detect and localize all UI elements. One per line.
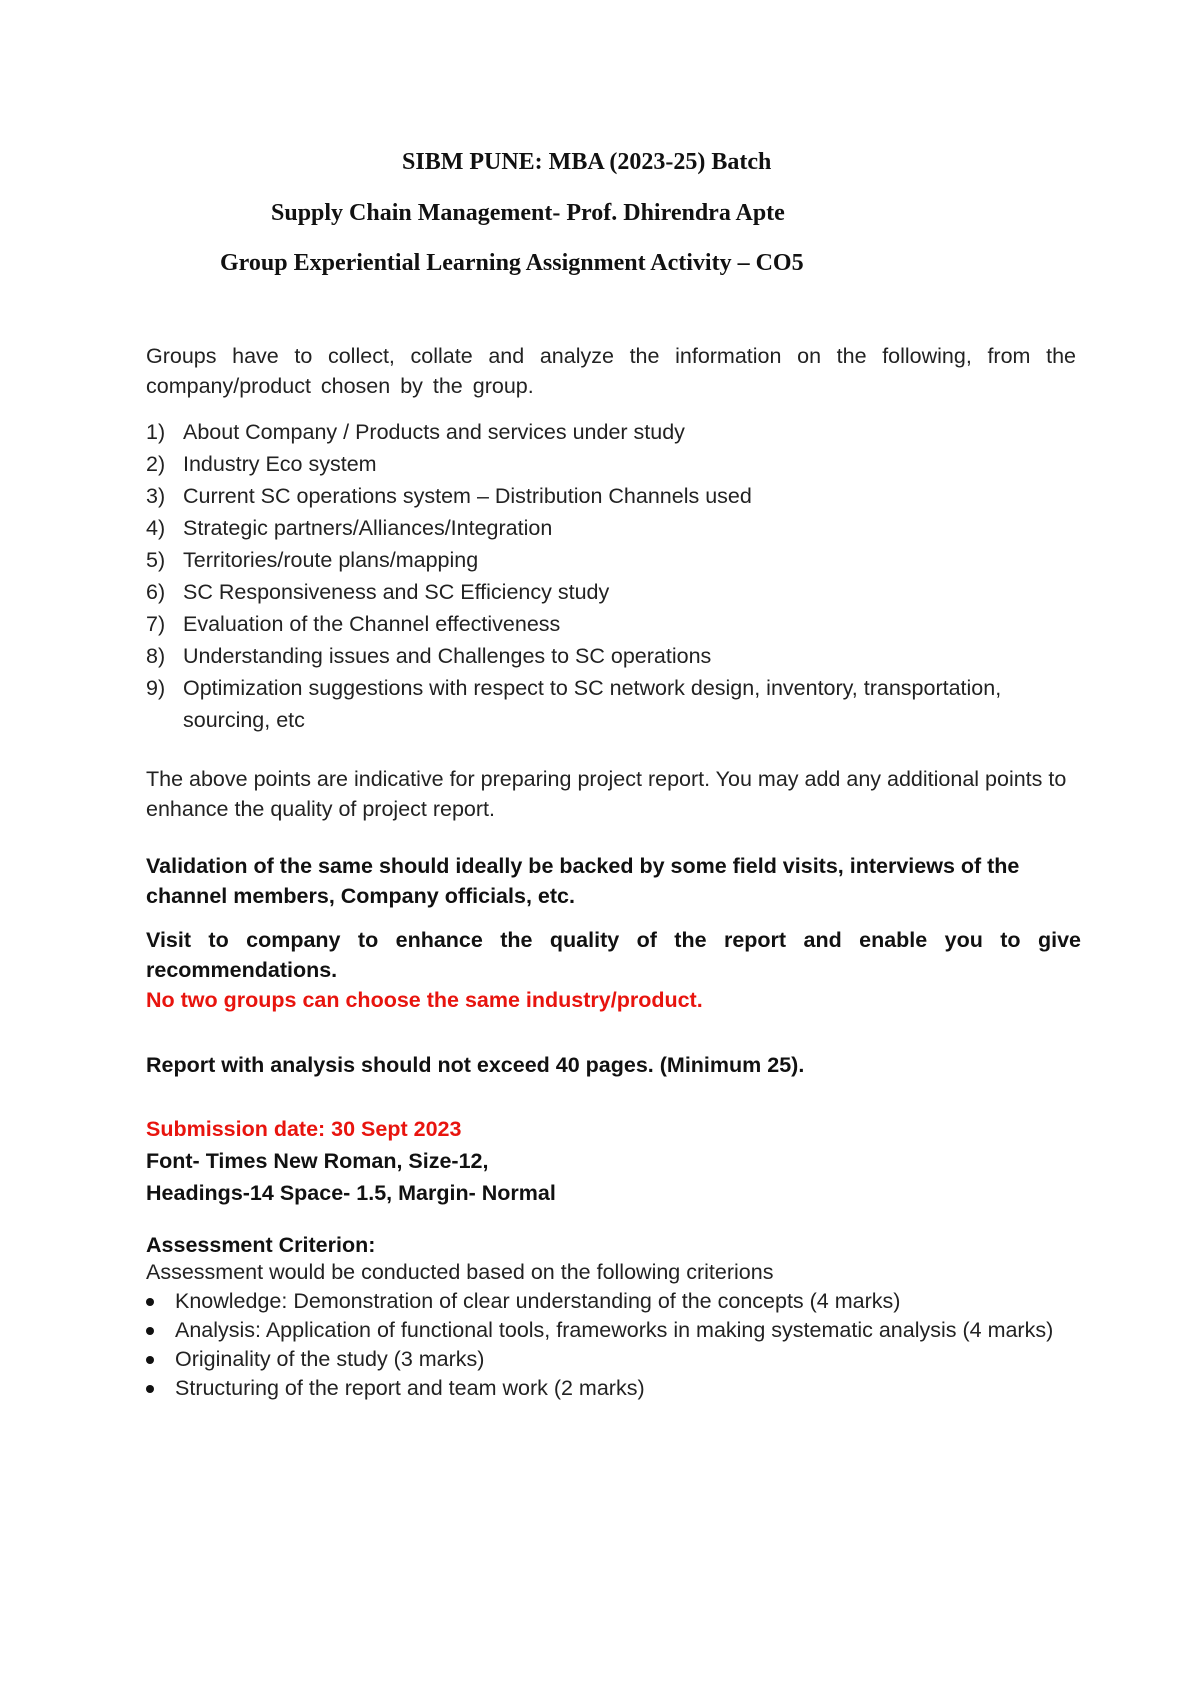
topic-item — [146, 480, 1046, 512]
topic-item — [146, 416, 1046, 448]
topic-item — [146, 448, 1046, 480]
topic-text: SC Responsiveness and SC Efficiency study — [183, 580, 610, 604]
criteria-text: Originality of the study (3 marks) — [175, 1347, 485, 1371]
topic-item — [146, 512, 1046, 544]
visit-note: Visit to company to enhance the quality of the report and enable you to give recommendations. — [146, 928, 1081, 982]
criteria-list — [146, 1287, 1106, 1403]
topic-item — [146, 672, 1046, 736]
topic-number: 1) — [146, 420, 166, 444]
intro-paragraph: Groups have to collect, collate and analyze the information on the following, from the company/product chosen by the group. — [146, 344, 1076, 398]
topic-text: Strategic partners/Alliances/Integration — [183, 516, 553, 540]
topic-text: Evaluation of the Channel effectiveness — [183, 612, 561, 636]
topic-item — [146, 544, 1046, 576]
headings-spec: Headings-14 Space- 1.5, Margin- Normal — [146, 1181, 556, 1205]
topic-text: About Company / Products and services under study — [183, 420, 685, 444]
no-two-groups-note: No two groups can choose the same industry/product. — [146, 988, 703, 1012]
criteria-item — [146, 1316, 1106, 1345]
batch-title: SIBM PUNE: MBA (2023-25) Batch — [402, 149, 772, 175]
bullet-icon — [146, 1356, 154, 1364]
topic-number: 9) — [146, 676, 166, 700]
criteria-item — [146, 1374, 1106, 1403]
topic-number: 8) — [146, 644, 166, 668]
topic-number: 4) — [146, 516, 166, 540]
topic-text: Industry Eco system — [183, 452, 377, 476]
criteria-text: Analysis: Application of functional tools, frameworks in making systematic analysis (4 marks) — [175, 1318, 1054, 1342]
criteria-item — [146, 1345, 1106, 1374]
assignment-title: Group Experiential Learning Assignment Activity – CO5 — [220, 250, 804, 276]
topic-item — [146, 608, 1046, 640]
topic-number: 5) — [146, 548, 166, 572]
topic-text: Understanding issues and Challenges to SC operations — [183, 644, 712, 668]
topic-item — [146, 576, 1046, 608]
report-limit-note: Report with analysis should not exceed 40 pages. (Minimum 25). — [146, 1053, 805, 1077]
topic-text: Optimization suggestions with respect to SC network design, inventory, transportation, sourcing, etc — [183, 676, 1002, 732]
indicative-note: The above points are indicative for preparing project report. You may add any additional points to enhance the quality of project report. — [146, 767, 1067, 821]
topics-list — [146, 416, 1046, 736]
criteria-text: Knowledge: Demonstration of clear understanding of the concepts (4 marks) — [175, 1289, 901, 1313]
topic-number: 6) — [146, 580, 166, 604]
submission-date: Submission date: 30 Sept 2023 — [146, 1117, 462, 1141]
topic-text: Current SC operations system – Distribution Channels used — [183, 484, 752, 508]
topic-number: 3) — [146, 484, 166, 508]
topic-number: 2) — [146, 452, 166, 476]
validation-note: Validation of the same should ideally be backed by some field visits, interviews of the channel members, Company officials, etc. — [146, 854, 1020, 908]
course-title: Supply Chain Management- Prof. Dhirendra Apte — [271, 200, 785, 226]
criteria-item — [146, 1287, 1106, 1316]
bullet-icon — [146, 1327, 154, 1335]
font-spec: Font- Times New Roman, Size-12, — [146, 1149, 489, 1173]
assessment-title: Assessment Criterion: — [146, 1233, 376, 1257]
bullet-icon — [146, 1298, 154, 1306]
assessment-description: Assessment would be conducted based on the following criterions — [146, 1260, 774, 1284]
topic-text: Territories/route plans/mapping — [183, 548, 479, 572]
topic-item — [146, 640, 1046, 672]
topic-number: 7) — [146, 612, 166, 636]
criteria-text: Structuring of the report and team work (2 marks) — [175, 1376, 645, 1400]
bullet-icon — [146, 1385, 154, 1393]
